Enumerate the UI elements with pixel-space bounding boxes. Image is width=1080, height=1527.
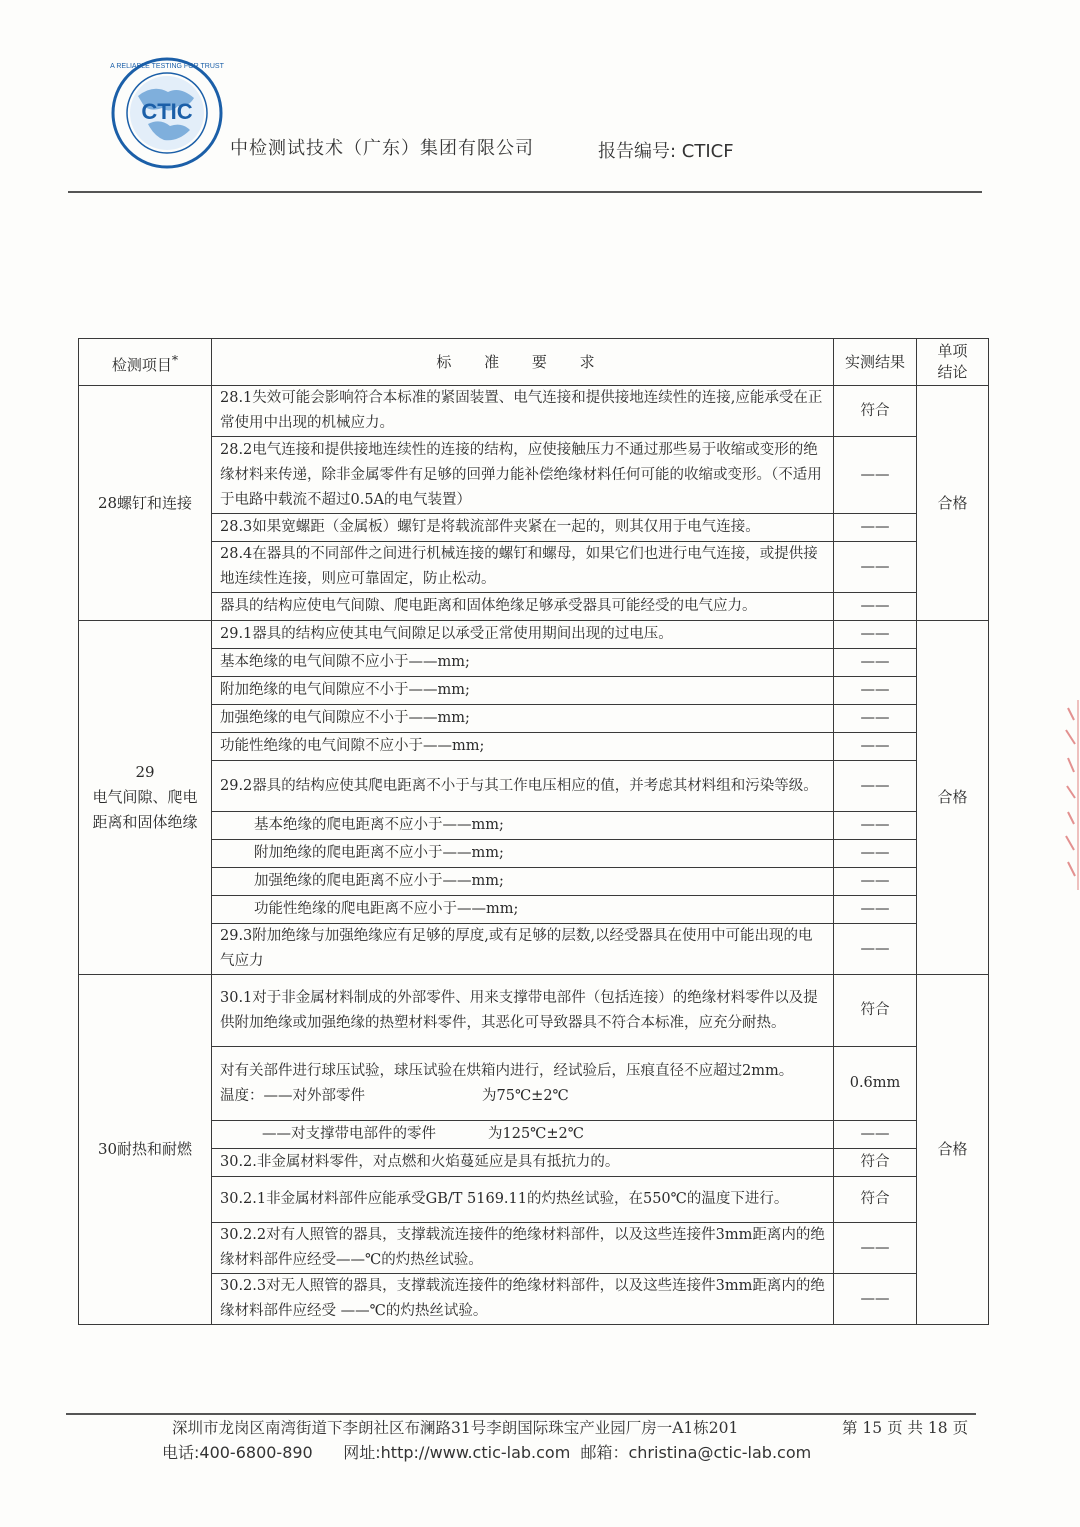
logo-text: CTIC: [141, 99, 193, 124]
footer-divider: [66, 1413, 976, 1415]
table-row: [79, 677, 989, 705]
requirement-cell: 附加绝缘的爬电距离不应小于——mm;: [212, 840, 834, 868]
result-cell: ——: [834, 812, 917, 840]
table-row: [79, 761, 989, 812]
result-cell: ——: [834, 593, 917, 621]
requirement-cell: 29.2器具的结构应使其爬电距离不小于与其工作电压相应的值，并考虑其材料组和污染等级。: [212, 761, 834, 812]
table-row: [79, 924, 989, 975]
report-number: 报告编号: CTICF: [598, 141, 734, 162]
table-row: [79, 1223, 989, 1274]
requirement-cell: 28.4在器具的不同部件之间进行机械连接的螺钉和螺母，如果它们也进行电气连接，或提供接地连续性连接，则应可靠固定，防止松动。: [212, 542, 834, 593]
result-cell: ——: [834, 649, 917, 677]
requirement-cell: 30.2.非金属材料零件，对点燃和火焰蔓延应是具有抵抗力的。: [212, 1149, 834, 1177]
table-row: [79, 1149, 989, 1177]
requirement-cell: 28.3如果宽螺距（金属板）螺钉是将载流部件夹紧在一起的，则其仅用于电气连接。: [212, 514, 834, 542]
result-cell: ——: [834, 1274, 917, 1325]
table-row: [79, 1177, 989, 1223]
item-29: 29 电气间隙、爬电 距离和固体绝缘: [79, 621, 212, 975]
table-row: [79, 649, 989, 677]
requirement-cell: 加强绝缘的电气间隙应不小于——mm;: [212, 705, 834, 733]
result-cell: ——: [834, 542, 917, 593]
table-row: [79, 1047, 989, 1121]
table-row: [79, 975, 989, 1047]
header-result: 实测结果: [834, 339, 917, 386]
inspection-table: [78, 338, 989, 1325]
result-cell: 符合: [834, 1177, 917, 1223]
table-row: [79, 1274, 989, 1325]
result-cell: 符合: [834, 975, 917, 1047]
result-cell: ——: [834, 924, 917, 975]
result-cell: 符合: [834, 386, 917, 437]
result-cell: 符合: [834, 1149, 917, 1177]
header-divider: [68, 191, 982, 193]
requirement-cell: 30.2.1非金属材料部件应能承受GB/T 5169.11的灼热丝试验，在550℃的温度下进行。: [212, 1177, 834, 1223]
result-cell: ——: [834, 1223, 917, 1274]
conclusion-30: 合格: [917, 975, 989, 1325]
result-cell: ——: [834, 705, 917, 733]
email-link[interactable]: 邮箱：christina@ctic-lab.com: [580, 1443, 812, 1462]
requirement-cell: 29.3附加绝缘与加强绝缘应有足够的厚度,或有足够的层数,以经受器具在使用中可能出现的电气应力: [212, 924, 834, 975]
header-conclusion: 单项 结论: [917, 339, 989, 386]
requirement-cell: 28.1失效可能会影响符合本标准的紧固装置、电气连接和提供接地连续性的连接,应能承受在正常使用中出现的机械应力。: [212, 386, 834, 437]
requirement-cell: 29.1器具的结构应使其电气间隙足以承受正常使用期间出现的过电压。: [212, 621, 834, 649]
table-row: [79, 1121, 989, 1149]
result-cell: ——: [834, 761, 917, 812]
requirement-cell: 加强绝缘的爬电距离不应小于——mm;: [212, 868, 834, 896]
requirement-cell: 功能性绝缘的爬电距离不应小于——mm;: [212, 896, 834, 924]
conclusion-29: 合格: [917, 621, 989, 975]
requirement-cell: 30.2.2对有人照管的器具，支撑载流连接件的绝缘材料部件，以及这些连接件3mm距离内的绝缘材料部件应经受——℃的灼热丝试验。: [212, 1223, 834, 1274]
result-cell: ——: [834, 621, 917, 649]
table-header-row: [79, 339, 989, 386]
result-cell: ——: [834, 437, 917, 514]
item-30: 30耐热和耐燃: [79, 975, 212, 1325]
result-cell: ——: [834, 514, 917, 542]
phone: 电话:400-6800-890: [162, 1443, 313, 1462]
requirement-cell: 附加绝缘的电气间隙应不小于——mm;: [212, 677, 834, 705]
requirement-cell: 器具的结构应使电气间隙、爬电距离和固体绝缘足够承受器具可能经受的电气应力。: [212, 593, 834, 621]
company-name: 中检测试技术（广东）集团有限公司: [230, 138, 534, 159]
table-row: [79, 812, 989, 840]
result-cell: ——: [834, 868, 917, 896]
result-cell: 0.6mm: [834, 1047, 917, 1121]
requirement-cell: 功能性绝缘的电气间隙不应小于——mm;: [212, 733, 834, 761]
result-cell: ——: [834, 677, 917, 705]
conclusion-28: 合格: [917, 386, 989, 621]
page-number: 第 15 页 共 18 页: [842, 1419, 969, 1437]
requirement-cell: 基本绝缘的电气间隙不应小于——mm;: [212, 649, 834, 677]
requirement-cell: ——对支撑带电部件的零件 为125℃±2℃: [212, 1121, 834, 1149]
result-cell: ——: [834, 733, 917, 761]
table-row: [79, 593, 989, 621]
table-row: [79, 896, 989, 924]
table-row: [79, 868, 989, 896]
table-row: [79, 514, 989, 542]
table-row: [79, 840, 989, 868]
company-address: 深圳市龙岗区南湾街道下李朗社区布澜路31号李朗国际珠宝产业园厂房一A1栋201: [172, 1419, 739, 1437]
requirement-cell: 基本绝缘的爬电距离不应小于——mm;: [212, 812, 834, 840]
requirement-cell: 30.1对于非金属材料制成的外部零件、用来支撑带电部件（包括连接）的绝缘材料零件以及提供附加绝缘或加强绝缘的热塑材料零件，其恶化可导致器具不符合本标准，应充分耐热。: [212, 975, 834, 1047]
result-cell: ——: [834, 1121, 917, 1149]
table-row: [79, 621, 989, 649]
item-28: 28螺钉和连接: [79, 386, 212, 621]
header-item: 检测项目*: [79, 339, 212, 386]
website-link[interactable]: 网址:http://www.ctic-lab.com: [343, 1443, 571, 1462]
ctic-logo: [108, 56, 226, 170]
table-row: [79, 733, 989, 761]
result-cell: ——: [834, 840, 917, 868]
table-row: [79, 386, 989, 437]
table-row: [79, 542, 989, 593]
result-cell: ——: [834, 896, 917, 924]
logo-ring-text: A RELIABLE TESTING FOR TRUST: [110, 63, 224, 70]
table-row: [79, 437, 989, 514]
requirement-cell: 对有关部件进行球压试验，球压试验在烘箱内进行，经试验后，压痕直径不应超过2mm。 温度：——对外部零件 为75℃±2℃: [212, 1047, 834, 1121]
contact-line: [162, 1440, 811, 1463]
header-requirement: 标 准 要 求: [212, 339, 834, 386]
requirement-cell: 30.2.3对无人照管的器具，支撑载流连接件的绝缘材料部件，以及这些连接件3mm距离内的绝缘材料部件应经受 ——℃的灼热丝试验。: [212, 1274, 834, 1325]
requirement-cell: 28.2电气连接和提供接地连续性的连接的结构，应使接触压力不通过那些易于收缩或变形的绝缘材料来传递，除非金属零件有足够的回弹力能补偿绝缘材料任何可能的收缩或变形。（不适用于电路中载流不超过0.5A的电气装置）: [212, 437, 834, 514]
seal-stamp-fragment: [1062, 700, 1080, 890]
table-row: [79, 705, 989, 733]
